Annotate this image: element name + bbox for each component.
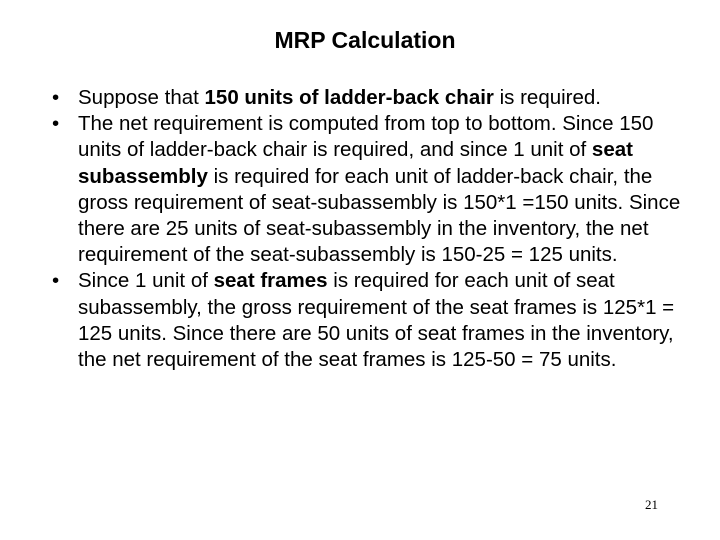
bullet-text: Since 1 unit of (78, 269, 214, 293)
bullet-marker: • (52, 112, 60, 136)
bullet-emphasis: seat frames (213, 269, 328, 293)
bullet-text: The net requirement is computed from top to bottom. Since 150 units of ladder-back chair is required, and since 1 unit of (78, 112, 654, 162)
bullet-item (52, 111, 702, 268)
bullet-item (52, 268, 702, 373)
bullet-emphasis: 150 units of ladder-back chair (204, 86, 494, 109)
bullet-marker: • (52, 269, 60, 293)
bullet-item (52, 85, 702, 111)
page-number: 21 (645, 497, 658, 512)
bullet-text: Suppose that (78, 86, 205, 109)
bullet-text: is required for each unit of ladder-back chair, the gross requirement of seat-subassembly is 150*1 =150 units. Since there are 25 units of seat-subassembly in the inventory, the net requirement of the seat-subassembly is 150-25 = 125 units. (78, 164, 681, 267)
bullet-list (52, 85, 702, 373)
bullet-text: is required for each unit of seat subassembly, the gross requirement of the seat frames is 125*1 = 125 units. Since there are 50 units of seat frames in the inventory, the net requirement of the seat frames is 125-50 = 75 units. (78, 269, 675, 372)
slide-title: MRP Calculation (274, 27, 456, 53)
bullet-emphasis: seat subassembly (78, 138, 633, 188)
bullet-marker: • (52, 86, 60, 109)
bullet-text: is required. (493, 86, 601, 109)
